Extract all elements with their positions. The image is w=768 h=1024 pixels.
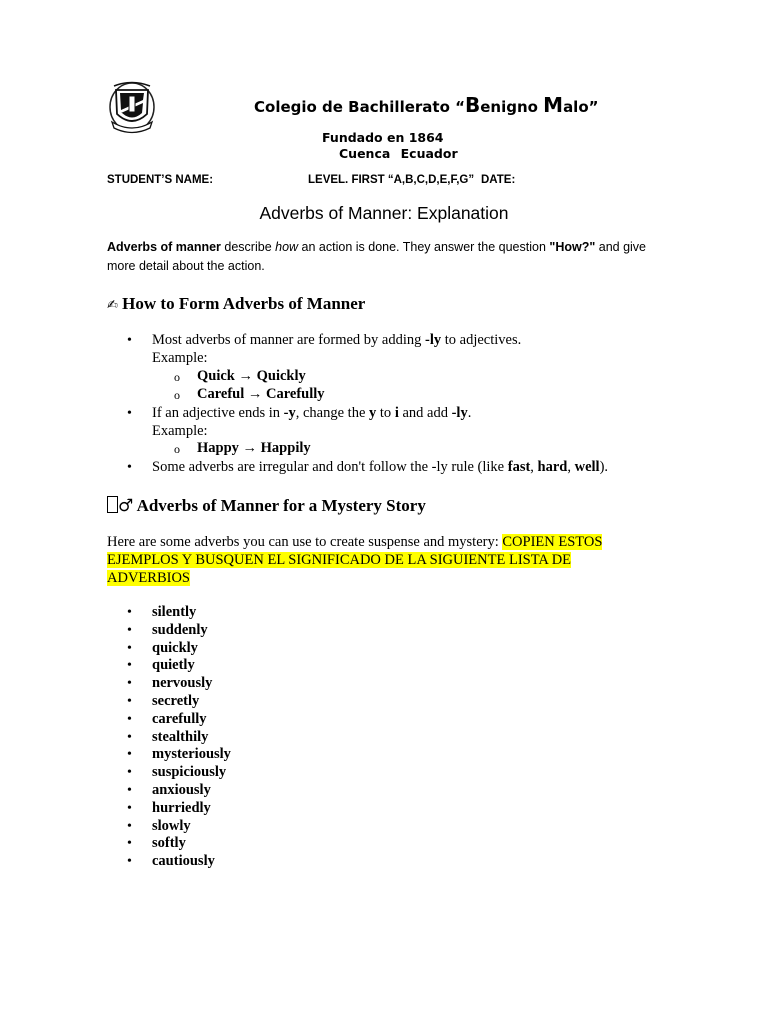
adverb-word: quietly <box>152 657 195 674</box>
example-label: Example: <box>152 423 208 439</box>
intro-how: how <box>275 240 299 254</box>
list-item-text: Most adverbs of manner are formed by adding <box>152 332 426 348</box>
adverb-word: mysteriously <box>152 746 231 763</box>
intro-question: "How?" <box>549 240 596 254</box>
bullet: • <box>127 818 132 834</box>
list-item-bold: -ly <box>451 405 468 421</box>
bullet: • <box>127 836 132 852</box>
bullet: • <box>127 605 132 620</box>
bullet: • <box>127 729 132 745</box>
sub-bullet: o <box>174 388 180 402</box>
detective-icon: ♂ <box>118 496 134 516</box>
example-item: Careful → Carefully <box>197 386 325 402</box>
adverb-word: stealthily <box>152 728 209 745</box>
bullet: • <box>127 800 132 816</box>
section-heading-how-to-form <box>107 294 365 314</box>
student-name-label: STUDENT’S NAME: <box>107 174 214 186</box>
city-country: Cuenca Ecuador <box>339 146 458 161</box>
school-name-m-cap: M <box>543 93 564 117</box>
adverb-word: carefully <box>152 710 207 727</box>
bullet: • <box>127 765 132 781</box>
list-item-text: Some adverbs are irregular and don't follow the -ly rule (like <box>152 459 508 475</box>
school-name <box>254 93 599 117</box>
bullet: • <box>127 640 132 656</box>
list-item-text: to adjectives. <box>441 332 522 348</box>
list-item-bold: -y <box>283 405 296 421</box>
list-item-text: and add <box>398 405 452 421</box>
date-label: DATE: <box>481 174 516 186</box>
bullet: • <box>127 676 132 692</box>
section-heading-text: How to Form Adverbs of Manner <box>122 294 366 313</box>
bullet: • <box>127 711 132 727</box>
missing-glyph-icon <box>107 496 118 513</box>
intro-text: an action is done. They answer the question <box>298 240 550 254</box>
adverb-word: suspiciously <box>152 764 227 781</box>
adverb-word: suddenly <box>152 621 208 638</box>
adverb-word: secretly <box>152 692 200 709</box>
adverb-word: anxiously <box>152 781 211 798</box>
list-item-text: , change the <box>295 405 370 421</box>
adverb-word: quickly <box>152 639 198 656</box>
list-item-text: . <box>467 405 472 421</box>
adverb-word: silently <box>152 604 197 620</box>
bullet: • <box>127 460 132 475</box>
writing-hand-icon: ✍ <box>107 298 118 313</box>
document-title: Adverbs of Manner: Explanation <box>259 203 509 223</box>
list-item-text: If an adjective ends in <box>152 405 284 421</box>
list-item-text: ). <box>599 459 609 475</box>
adverb-word: slowly <box>152 817 191 834</box>
bullet: • <box>127 406 132 421</box>
school-crest-logo <box>106 80 158 136</box>
school-name-b-rest: enigno <box>480 98 544 116</box>
list-item-rule-y <box>152 405 471 422</box>
school-name-b-cap: B <box>464 93 481 117</box>
list-item-irregular <box>152 459 608 476</box>
adverb-word: nervously <box>152 675 213 692</box>
example-item: Quick → Quickly <box>197 368 306 384</box>
list-item-rule-ly <box>152 332 521 349</box>
school-name-m-rest: alo” <box>563 98 599 116</box>
bullet: • <box>127 693 132 709</box>
paragraph-text: Here are some adverbs you can use to create suspense and mystery: <box>107 534 503 550</box>
bullet: • <box>127 333 132 348</box>
bullet: • <box>127 854 132 870</box>
bullet: • <box>127 622 132 638</box>
founded-year: Fundado en 1864 <box>322 130 444 145</box>
intro-text: describe <box>220 240 276 254</box>
list-item-text: , <box>530 459 538 475</box>
example-item: Happy → Happily <box>197 440 311 456</box>
intro-paragraph <box>107 238 667 276</box>
adverb-word: softly <box>152 835 186 852</box>
example-label: Example: <box>152 350 208 366</box>
adverb-word: hurriedly <box>152 799 211 816</box>
list-item-bold: hard <box>537 459 568 475</box>
list-item-bold: y <box>369 405 377 421</box>
intro-term: Adverbs of manner <box>107 240 221 254</box>
adverb-word: cautiously <box>152 853 215 870</box>
level-label: LEVEL. FIRST “A,B,C,D,E,F,G” <box>308 174 475 186</box>
list-item-bold: i <box>394 405 399 421</box>
list-item-bold: fast <box>507 459 531 475</box>
list-item-text: to <box>376 405 395 421</box>
list-item-bold: well <box>574 459 600 475</box>
bullet: • <box>127 747 132 763</box>
list-item-text: , <box>567 459 575 475</box>
school-name-prefix: Colegio de Bachillerato “ <box>254 98 465 116</box>
bullet: • <box>127 782 132 798</box>
intro-text: and give more detail about the action. <box>107 240 646 273</box>
bullet: • <box>127 658 132 674</box>
list-item-bold: -ly <box>425 332 442 348</box>
section-heading-mystery <box>107 496 426 516</box>
sub-bullet: o <box>174 442 180 456</box>
highlighted-instruction: COPIEN ESTOS EJEMPLOS Y BUSQUEN EL SIGNIFICADO DE LA SIGUIENTE LISTA DE ADVERBIOS <box>107 534 603 587</box>
sub-bullet: o <box>174 370 180 384</box>
section-heading-text: Adverbs of Manner for a Mystery Story <box>136 496 426 515</box>
mystery-paragraph <box>107 533 637 588</box>
